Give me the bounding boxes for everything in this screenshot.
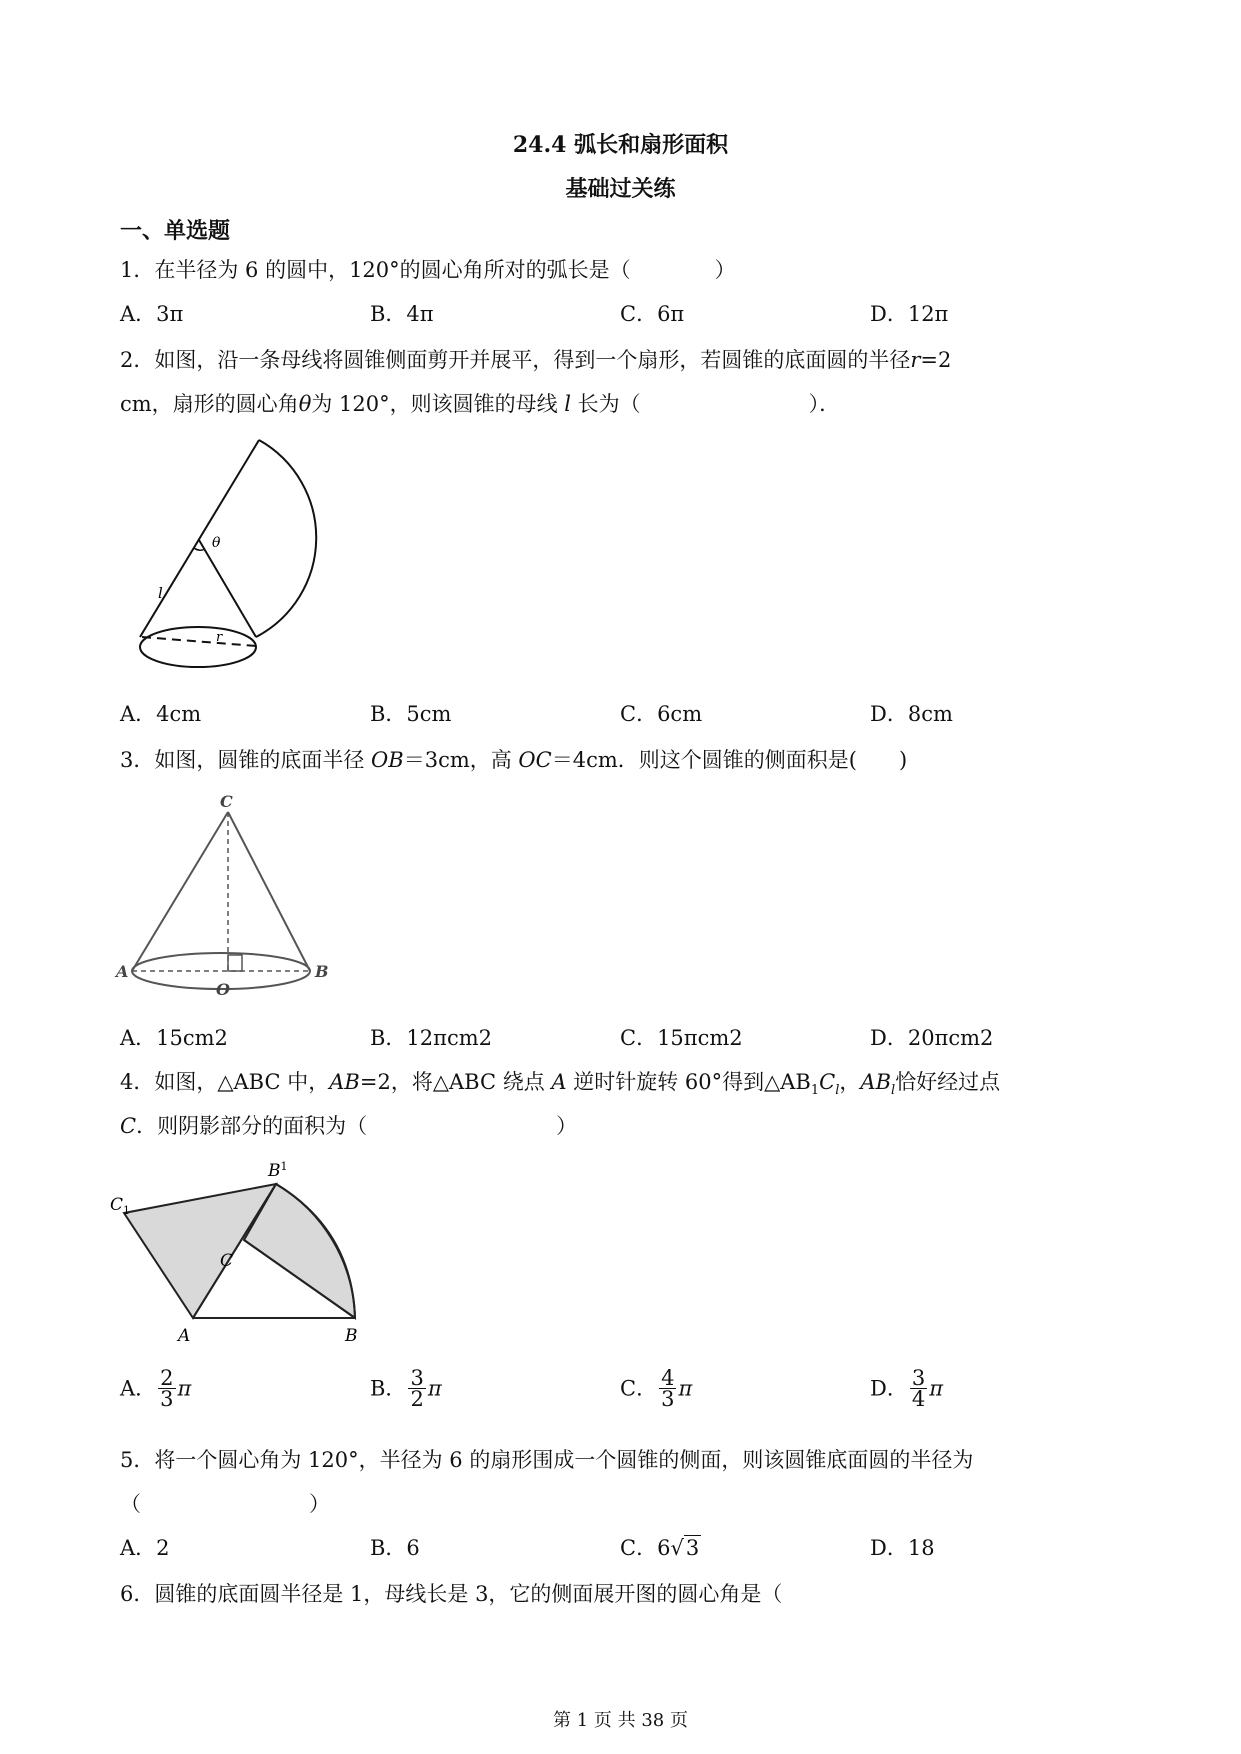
q4-d-num: 3 [911,1366,926,1390]
label-c: C [220,1251,234,1271]
q4-ab: AB [329,1070,360,1094]
q4-sub-1: 1 [810,1083,820,1099]
q4-l2-rest: ．则阴影部分的面积为（ ） [136,1114,578,1138]
q4-c-num: 4 [661,1366,675,1390]
q5-option-c [620,1534,701,1562]
q3-option-a: A．15cm2 [120,1026,228,1050]
q4-option-c [620,1368,692,1409]
q4-b-pi: π [427,1376,442,1401]
q4-a-pi: π [177,1376,192,1401]
q4-l1-d: ， [839,1070,861,1094]
q3-option-b: B．12πcm2 [370,1026,492,1050]
question-4-line-2 [120,1112,577,1140]
q5-option-c-text: C．6 [620,1536,671,1560]
cone-sector-figure [130,435,330,675]
q1-option-c: C．6π [620,302,685,326]
q4-c: C [120,1114,137,1138]
q4-c-den: 3 [661,1387,675,1411]
q4-d-den: 4 [911,1387,926,1411]
question-4-line-1 [120,1068,1000,1105]
q1-option-a: A．3π [120,302,184,326]
question-2-line-1 [120,346,951,374]
q3-oc: OC [518,748,552,772]
cone-side-line [199,540,256,637]
sqrt-symbol: √ [670,1536,684,1560]
q2-text: 2．如图，沿一条母线将圆锥侧面剪开并展平，得到一个扇形，若圆锥的底面圆的半径 [120,348,911,372]
q4-b-fraction [408,1368,425,1409]
q4-a-num: 2 [160,1366,174,1390]
q4-c-prefix: C． [620,1376,658,1401]
section-heading: 一、单选题 [120,218,231,244]
label-c: C [220,792,233,811]
q2-text-a: cm，扇形的圆心角 [120,392,299,416]
question-5-options [120,1534,1120,1574]
q4-b-num: 3 [410,1366,424,1390]
label-c1 [110,1195,130,1217]
label-l: l [158,584,163,602]
q2-text-c: 长为（ ）． [571,392,841,416]
question-5-line-2: （ ） [120,1492,330,1516]
q4-option-a [120,1368,191,1409]
q4-c1: C [819,1070,836,1094]
q3-option-c: C．15πcm2 [620,1026,743,1050]
q5-sqrt-arg: 3 [685,1536,700,1560]
q3-option-d: D．20πcm2 [870,1026,994,1050]
q4-c-pi: π [678,1376,693,1401]
q4-a: A [551,1070,567,1094]
q1-option-d: D．12π [870,302,949,326]
q4-l1-c: 逆时针旋转 60°得到△AB [566,1070,811,1094]
q4-d-prefix: D． [870,1376,908,1401]
q4-d-fraction [910,1368,927,1409]
q5-option-b: B．6 [370,1536,420,1560]
label-a: A [178,1326,191,1346]
sector-arc [256,440,316,637]
label-b: B [345,1326,358,1346]
q4-a-fraction [158,1368,175,1409]
q2-var-l: l [564,392,571,416]
label-b1-sub: 1 [280,1160,288,1173]
sector-edge-line [140,440,259,637]
q4-b-prefix: B． [370,1376,407,1401]
q4-d-pi: π [929,1376,944,1401]
q4-option-b [370,1368,442,1409]
triangle-ab1c1-shaded [124,1184,276,1318]
q2-text-b: 为 120°，则该圆锥的母线 [311,392,565,416]
label-b: B [315,962,329,981]
q3-text-c: ＝4cm．则这个圆锥的侧面积是( ) [551,748,908,772]
q2-var-theta: θ [298,392,312,416]
q2-eq: =2 [920,348,952,372]
q4-sub-l-2: l [891,1083,896,1099]
q3-text-a: 3．如图，圆锥的底面半径 [120,748,372,772]
q5-option-a: A．2 [120,1536,170,1560]
label-o: O [216,980,230,999]
q2-var-r: r [910,348,921,372]
question-2-line-2 [120,390,840,418]
q2-option-d: D．8cm [870,702,953,726]
question-1: 1．在半径为 6 的圆中，120°的圆心角所对的弧长是（ ） [120,258,736,282]
right-angle-mark [228,955,242,971]
label-a: A [116,962,129,981]
label-c1-main: C [110,1195,124,1215]
q2-option-c: C．6cm [620,702,703,726]
label-c1-sub: 1 [123,1204,131,1217]
cone-base-ellipse [140,627,256,667]
q3-ob: OB [371,748,404,772]
question-6: 6．圆锥的底面圆半径是 1，母线长是 3，它的侧面展开图的圆心角是（ [120,1582,783,1606]
cone-left-side [132,812,228,971]
q5-option-d: D．18 [870,1536,935,1560]
q4-l1-e: 恰好经过点 [895,1070,1001,1094]
question-3-options [120,1024,1120,1064]
q2-option-a: A．4cm [120,702,202,726]
q2-option-b: B．5cm [370,702,452,726]
q4-option-d [870,1368,943,1409]
q4-ab1: AB [860,1070,892,1094]
question-2-options [120,700,1120,740]
q4-a-den: 3 [160,1387,174,1411]
q4-b-den: 2 [410,1387,424,1411]
q4-sub-l: l [835,1083,840,1099]
question-3 [120,746,907,774]
q4-l1-a: 4．如图，△ABC 中， [120,1070,330,1094]
q4-c-fraction [659,1368,676,1409]
cone-figure [112,785,342,1000]
question-1-options [120,300,1120,340]
label-theta: θ [212,535,221,551]
rotation-figure [110,1150,370,1350]
label-r: r [216,630,223,645]
page-footer: 第 1 页 共 38 页 [553,1710,688,1731]
document-subtitle: 基础过关练 [565,176,676,202]
document-title: 24.4 弧长和扇形面积 [512,132,729,158]
q4-a-prefix: A． [120,1376,157,1401]
cone-radius-dashed [142,637,256,646]
label-b1 [267,1160,288,1181]
question-4-options [120,1368,1120,1418]
q1-option-b: B．4π [370,302,434,326]
q4-l1-b: =2，将△ABC 绕点 [359,1070,552,1094]
q3-text-b: ＝3cm，高 [403,748,519,772]
question-5-line-1: 5．将一个圆心角为 120°，半径为 6 的扇形围成一个圆锥的侧面，则该圆锥底面圆的半径为 [120,1448,974,1472]
cone-right-side [228,812,310,971]
label-b1-main: B [268,1161,281,1181]
